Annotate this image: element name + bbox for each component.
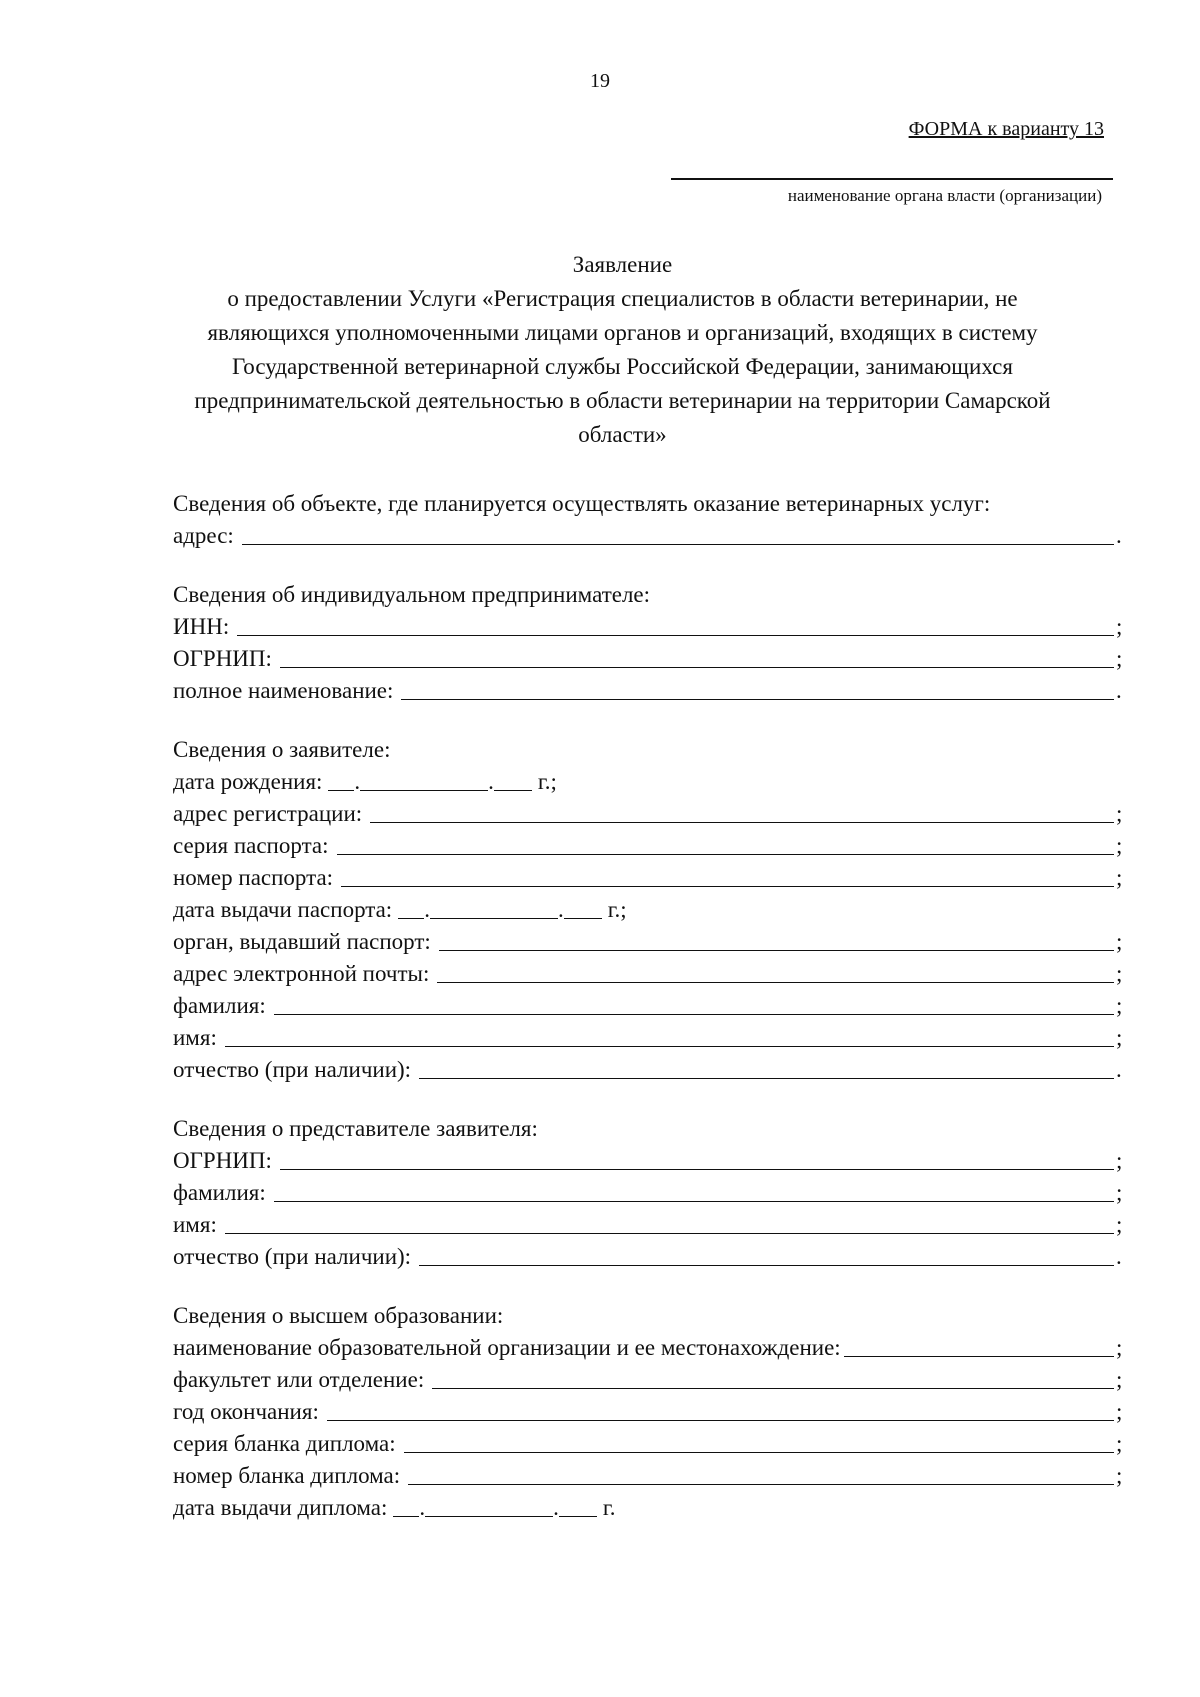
row-terminator: ; — [1116, 929, 1123, 954]
institution-field[interactable] — [844, 1334, 1114, 1357]
object-address-row — [173, 520, 1128, 552]
registration-address-row — [173, 798, 1128, 830]
passport-series-row — [173, 830, 1128, 862]
name-field[interactable] — [225, 1024, 1114, 1047]
diploma-day-field[interactable] — [393, 1494, 419, 1517]
row-terminator: . — [1116, 1057, 1122, 1082]
date-separator: . — [488, 769, 494, 794]
passport-series-label: серия паспорта: — [173, 833, 329, 858]
row-terminator: ; — [1116, 646, 1123, 671]
object-address-label: адрес: — [173, 523, 234, 548]
section-title-representative: Сведения о представителе заявителя: — [173, 1116, 538, 1141]
row-terminator: ; — [1116, 1180, 1123, 1205]
patronymic-field[interactable] — [419, 1056, 1114, 1079]
rep-name-label: имя: — [173, 1212, 217, 1237]
section-title-education: Сведения о высшем образовании: — [173, 1303, 504, 1328]
inn-label: ИНН: — [173, 614, 230, 639]
title-line: о предоставлении Услуги «Регистрация специалистов в области ветеринарии, не — [227, 286, 1018, 311]
passport-year-field[interactable] — [564, 896, 602, 919]
email-label: адрес электронной почты: — [173, 961, 430, 986]
surname-row — [173, 990, 1128, 1022]
name-row — [173, 1022, 1128, 1054]
patronymic-label: отчество (при наличии): — [173, 1057, 412, 1082]
form-reference: ФОРМА к варианту 13 — [908, 118, 1104, 140]
row-terminator: ; — [1116, 801, 1123, 826]
faculty-field[interactable] — [432, 1366, 1114, 1389]
representative-section — [173, 1113, 1128, 1273]
name-label: имя: — [173, 1025, 217, 1050]
row-terminator: ; — [1116, 1148, 1123, 1173]
year-suffix: г. — [602, 1495, 616, 1520]
birth-month-field[interactable] — [360, 768, 488, 791]
faculty-row — [173, 1364, 1128, 1396]
rep-ogrnip-field[interactable] — [280, 1147, 1114, 1170]
section-title-object: Сведения об объекте, где планируется осуществлять оказание ветеринарных услуг: — [173, 491, 991, 516]
rep-name-field[interactable] — [225, 1211, 1114, 1234]
row-terminator: ; — [1116, 1463, 1123, 1488]
full-name-field[interactable] — [401, 677, 1114, 700]
patronymic-row — [173, 1054, 1128, 1086]
date-separator: . — [354, 769, 361, 794]
row-terminator: . — [1116, 523, 1122, 548]
passport-day-field[interactable] — [398, 896, 424, 919]
passport-issuer-label: орган, выдавший паспорт: — [173, 929, 431, 954]
entrepreneur-section — [173, 579, 1128, 707]
rep-surname-row — [173, 1177, 1128, 1209]
institution-row — [173, 1332, 1128, 1364]
diploma-date-label: дата выдачи диплома: — [173, 1495, 388, 1520]
passport-issuer-row — [173, 926, 1128, 958]
title-heading: Заявление — [572, 252, 673, 277]
passport-date-row — [173, 894, 1128, 926]
title-line: Государственной ветеринарной службы Российской Федерации, занимающихся — [232, 354, 1013, 379]
row-terminator: ; — [1116, 961, 1123, 986]
registration-address-label: адрес регистрации: — [173, 801, 363, 826]
graduation-year-row — [173, 1396, 1128, 1428]
rep-patronymic-row — [173, 1241, 1128, 1273]
diploma-series-row — [173, 1428, 1128, 1460]
row-terminator: ; — [1116, 1399, 1123, 1424]
passport-issuer-field[interactable] — [439, 928, 1114, 951]
registration-address-field[interactable] — [370, 800, 1114, 823]
birth-year-field[interactable] — [494, 768, 532, 791]
rep-ogrnip-label: ОГРНИП: — [173, 1148, 272, 1173]
diploma-number-field[interactable] — [408, 1462, 1114, 1485]
inn-row — [173, 611, 1128, 643]
row-terminator: ; — [1116, 865, 1123, 890]
birth-day-field[interactable] — [328, 768, 354, 791]
graduation-year-field[interactable] — [327, 1398, 1114, 1421]
authority-name-field[interactable] — [671, 178, 1113, 180]
institution-label: наименование образовательной организации и ее местонахождение: — [173, 1335, 841, 1360]
page-number: 19 — [590, 70, 610, 92]
full-name-row — [173, 675, 1128, 707]
title-line: предпринимательской деятельностью в области ветеринарии на территории Самарской — [194, 388, 1051, 413]
full-name-label: полное наименование: — [173, 678, 394, 703]
date-separator: . — [557, 897, 564, 922]
birth-date-label: дата рождения: — [173, 769, 323, 794]
row-terminator: ; — [1116, 1025, 1123, 1050]
graduation-year-label: год окончания: — [173, 1399, 319, 1424]
diploma-month-field[interactable] — [425, 1494, 553, 1517]
object-address-field[interactable] — [242, 522, 1114, 545]
passport-month-field[interactable] — [430, 896, 558, 919]
rep-patronymic-label: отчество (при наличии): — [173, 1244, 412, 1269]
row-terminator: ; — [1116, 1335, 1123, 1360]
email-row — [173, 958, 1128, 990]
passport-series-field[interactable] — [337, 832, 1115, 855]
diploma-series-label: серия бланка диплома: — [173, 1431, 396, 1456]
ogrnip-field[interactable] — [280, 645, 1114, 668]
passport-number-field[interactable] — [341, 864, 1114, 887]
application-form — [173, 488, 1128, 1551]
section-title-entrepreneur: Сведения об индивидуальном предпринимателе: — [173, 582, 651, 607]
section-title-applicant: Сведения о заявителе: — [173, 737, 391, 762]
row-terminator: ; — [1116, 1431, 1123, 1456]
email-field[interactable] — [437, 960, 1114, 983]
rep-surname-label: фамилия: — [173, 1180, 266, 1205]
row-terminator: ; — [1116, 1367, 1123, 1392]
authority-caption: наименование органа власти (организации) — [787, 186, 1102, 205]
rep-surname-field[interactable] — [274, 1179, 1114, 1202]
title-line: области» — [578, 422, 667, 447]
rep-ogrnip-row — [173, 1145, 1128, 1177]
ogrnip-label: ОГРНИП: — [173, 646, 272, 671]
diploma-number-row — [173, 1460, 1128, 1492]
faculty-label: факультет или отделение: — [173, 1367, 425, 1392]
passport-date-label: дата выдачи паспорта: — [173, 897, 393, 922]
year-suffix: г.; — [607, 897, 627, 922]
diploma-year-field[interactable] — [559, 1494, 597, 1517]
row-terminator: . — [1116, 678, 1122, 703]
education-section — [173, 1300, 1128, 1524]
title-line: являющихся уполномоченными лицами органов и организаций, входящих в систему — [207, 320, 1038, 345]
applicant-section — [173, 734, 1128, 1086]
rep-patronymic-field[interactable] — [419, 1243, 1114, 1266]
birth-date-row — [173, 766, 1128, 798]
year-suffix: г.; — [537, 769, 557, 794]
row-terminator: ; — [1116, 614, 1123, 639]
date-separator: . — [419, 1495, 426, 1520]
row-terminator: ; — [1116, 993, 1123, 1018]
diploma-series-field[interactable] — [404, 1430, 1114, 1453]
row-terminator: . — [1116, 1244, 1122, 1269]
passport-number-label: номер паспорта: — [173, 865, 334, 890]
ogrnip-row — [173, 643, 1128, 675]
passport-number-row — [173, 862, 1128, 894]
row-terminator: ; — [1116, 1212, 1123, 1237]
inn-field[interactable] — [237, 613, 1114, 636]
rep-name-row — [173, 1209, 1128, 1241]
diploma-number-label: номер бланка диплома: — [173, 1463, 401, 1488]
surname-label: фамилия: — [173, 993, 266, 1018]
date-separator: . — [553, 1495, 559, 1520]
document-title — [175, 248, 1070, 452]
diploma-date-row — [173, 1492, 1128, 1524]
date-separator: . — [424, 897, 430, 922]
surname-field[interactable] — [274, 992, 1114, 1015]
row-terminator: ; — [1116, 833, 1123, 858]
object-section — [173, 488, 1128, 552]
